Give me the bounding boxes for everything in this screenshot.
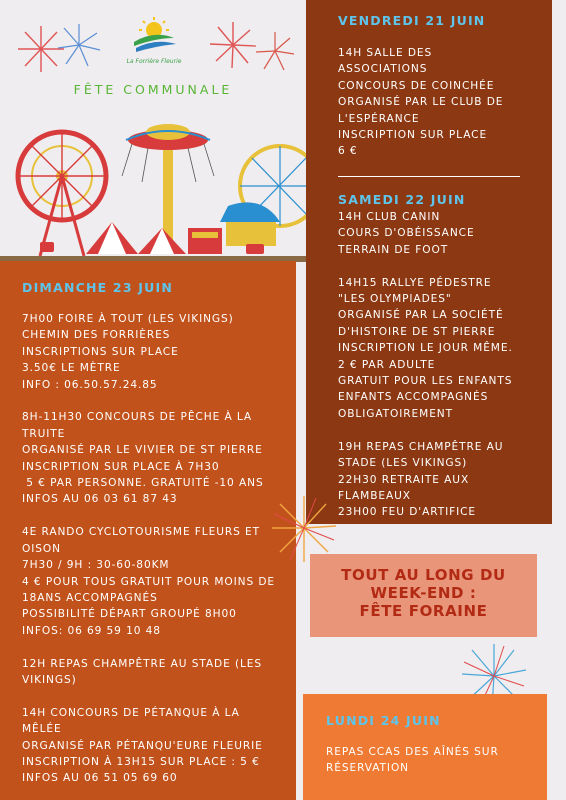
detail-line: OISON — [22, 542, 61, 555]
detail-line: INFOS AU 06 51 05 69 60 — [22, 772, 178, 785]
detail-line: 19H REPAS CHAMPÊTRE AU — [338, 440, 504, 453]
detail-line: INFOS: 06 69 59 10 48 — [22, 624, 161, 637]
detail-line: TERRAIN DE FOOT — [338, 243, 449, 256]
detail-line: RÉSERVATION — [326, 762, 410, 775]
detail-line: COURS D'OBÉISSANCE — [338, 227, 475, 240]
detail-line: INSCRIPTION SUR PLACE À 7H30 — [22, 460, 220, 473]
detail-line: TRUITE — [22, 427, 66, 440]
detail-line: 12H REPAS CHAMPÊTRE AU STADE (LES — [22, 657, 263, 670]
detail-line: 6 € — [338, 145, 358, 158]
detail-line: 14H15 RALLYE PÉDESTRE — [338, 276, 492, 289]
ferris-wheel-icon — [18, 132, 106, 256]
detail-line: 3.50€ LE MÈTRE — [22, 362, 121, 375]
detail-line: 23H00 FEU D'ARTIFICE — [338, 506, 477, 519]
detail-line: 22H30 RETRAITE AUX — [338, 473, 470, 486]
weekend-line: TOUT AU LONG DU — [341, 566, 506, 584]
detail-line — [22, 393, 275, 409]
detail-line: 5 € PAR PERSONNE. GRATUITÉ -10 ANS — [22, 477, 264, 490]
weekend-line: FÊTE FORAINE — [359, 602, 488, 620]
detail-line: STADE (LES VIKINGS) — [338, 457, 468, 470]
detail-line: VIKINGS) — [22, 673, 77, 686]
samedi-details — [338, 209, 513, 521]
detail-line: ORGANISÉ PAR LE VIVIER DE ST PIERRE — [22, 444, 263, 457]
detail-line: "LES OLYMPIADES" — [338, 293, 452, 306]
weekend-line: WEEK-END : — [370, 584, 477, 602]
detail-line: GRATUIT POUR LES ENFANTS — [338, 375, 513, 388]
detail-line: L'ESPÉRANCE — [338, 112, 420, 125]
fair-illustration — [0, 110, 306, 262]
detail-line: CHEMIN DES FORRIÈRES — [22, 329, 171, 342]
detail-line: D'HISTOIRE DE ST PIERRE — [338, 325, 496, 338]
divider — [338, 176, 520, 177]
dimanche-heading: DIMANCHE 23 JUIN — [22, 280, 173, 295]
detail-line — [22, 688, 275, 704]
firework-icon — [248, 24, 302, 78]
detail-line: ORGANISÉ PAR LE CLUB DE — [338, 96, 504, 109]
logo-sun-icon — [124, 16, 184, 60]
detail-line: 4E RANDO CYCLOTOURISME FLEURS ET — [22, 526, 260, 539]
weekend-text — [310, 566, 537, 620]
detail-line: MÊLÉE — [22, 723, 62, 736]
detail-line — [22, 508, 275, 524]
detail-line: 7H00 FOIRE À TOUT (LES VIKINGS) — [22, 313, 234, 325]
lundi-details — [326, 744, 499, 777]
lundi-heading: LUNDI 24 JUIN — [326, 713, 441, 728]
logo-text: La Forrière Fleurie — [126, 58, 182, 65]
vendredi-heading: VENDREDI 21 JUIN — [338, 13, 486, 28]
carousel-icon — [220, 202, 280, 246]
detail-line: REPAS CCAS DES AÎNÉS SUR — [326, 746, 499, 758]
detail-line: 14H CLUB CANIN — [338, 211, 441, 223]
page-title: FÊTE COMMUNALE — [73, 82, 233, 97]
detail-line — [22, 639, 275, 655]
samedi-heading: SAMEDI 22 JUIN — [338, 192, 466, 207]
detail-line: CONCOURS DE COINCHÉE — [338, 79, 495, 92]
detail-line: INSCRIPTION SUR PLACE — [338, 129, 488, 142]
detail-line: ASSOCIATIONS — [338, 63, 428, 76]
vendredi-details — [338, 45, 503, 160]
detail-line: INSCRIPTION LE JOUR MÊME. — [338, 342, 513, 355]
detail-line: ORGANISÉ PAR PÉTANQU'EURE FLEURIE — [22, 739, 263, 752]
detail-line — [338, 422, 513, 438]
detail-line: 14H CONCOURS DE PÉTANQUE À LA — [22, 706, 240, 719]
detail-line: 7H30 / 9H : 30-60-80KM — [22, 559, 170, 572]
detail-line: INFO : 06.50.57.24.85 — [22, 378, 158, 391]
detail-line: POSSIBILITÉ DÉPART GROUPÉ 8H00 — [22, 608, 237, 621]
firework-icon — [52, 18, 106, 72]
detail-line: FLAMBEAUX — [338, 489, 411, 502]
detail-line: 14H SALLE DES — [338, 47, 433, 59]
detail-line — [338, 258, 513, 274]
detail-line: INFOS AU 06 03 61 87 43 — [22, 493, 178, 506]
detail-line: 8H-11H30 CONCOURS DE PÊCHE À LA — [22, 411, 253, 424]
dimanche-details — [22, 311, 275, 787]
detail-line: ENFANTS ACCOMPAGNÉS — [338, 391, 489, 404]
detail-line: 2 € PAR ADULTE — [338, 358, 436, 371]
detail-line: 18ANS ACCOMPAGNÉS — [22, 591, 158, 604]
detail-line: OBLIGATOIREMENT — [338, 407, 453, 420]
detail-line: ORGANISÉ PAR LA SOCIÉTÉ — [338, 309, 504, 322]
detail-line: INSCRIPTION À 13H15 SUR PLACE : 5 € — [22, 755, 260, 768]
detail-line: 4 € POUR TOUS GRATUIT POUR MOINS DE — [22, 575, 276, 588]
detail-line: INSCRIPTIONS SUR PLACE — [22, 345, 179, 358]
